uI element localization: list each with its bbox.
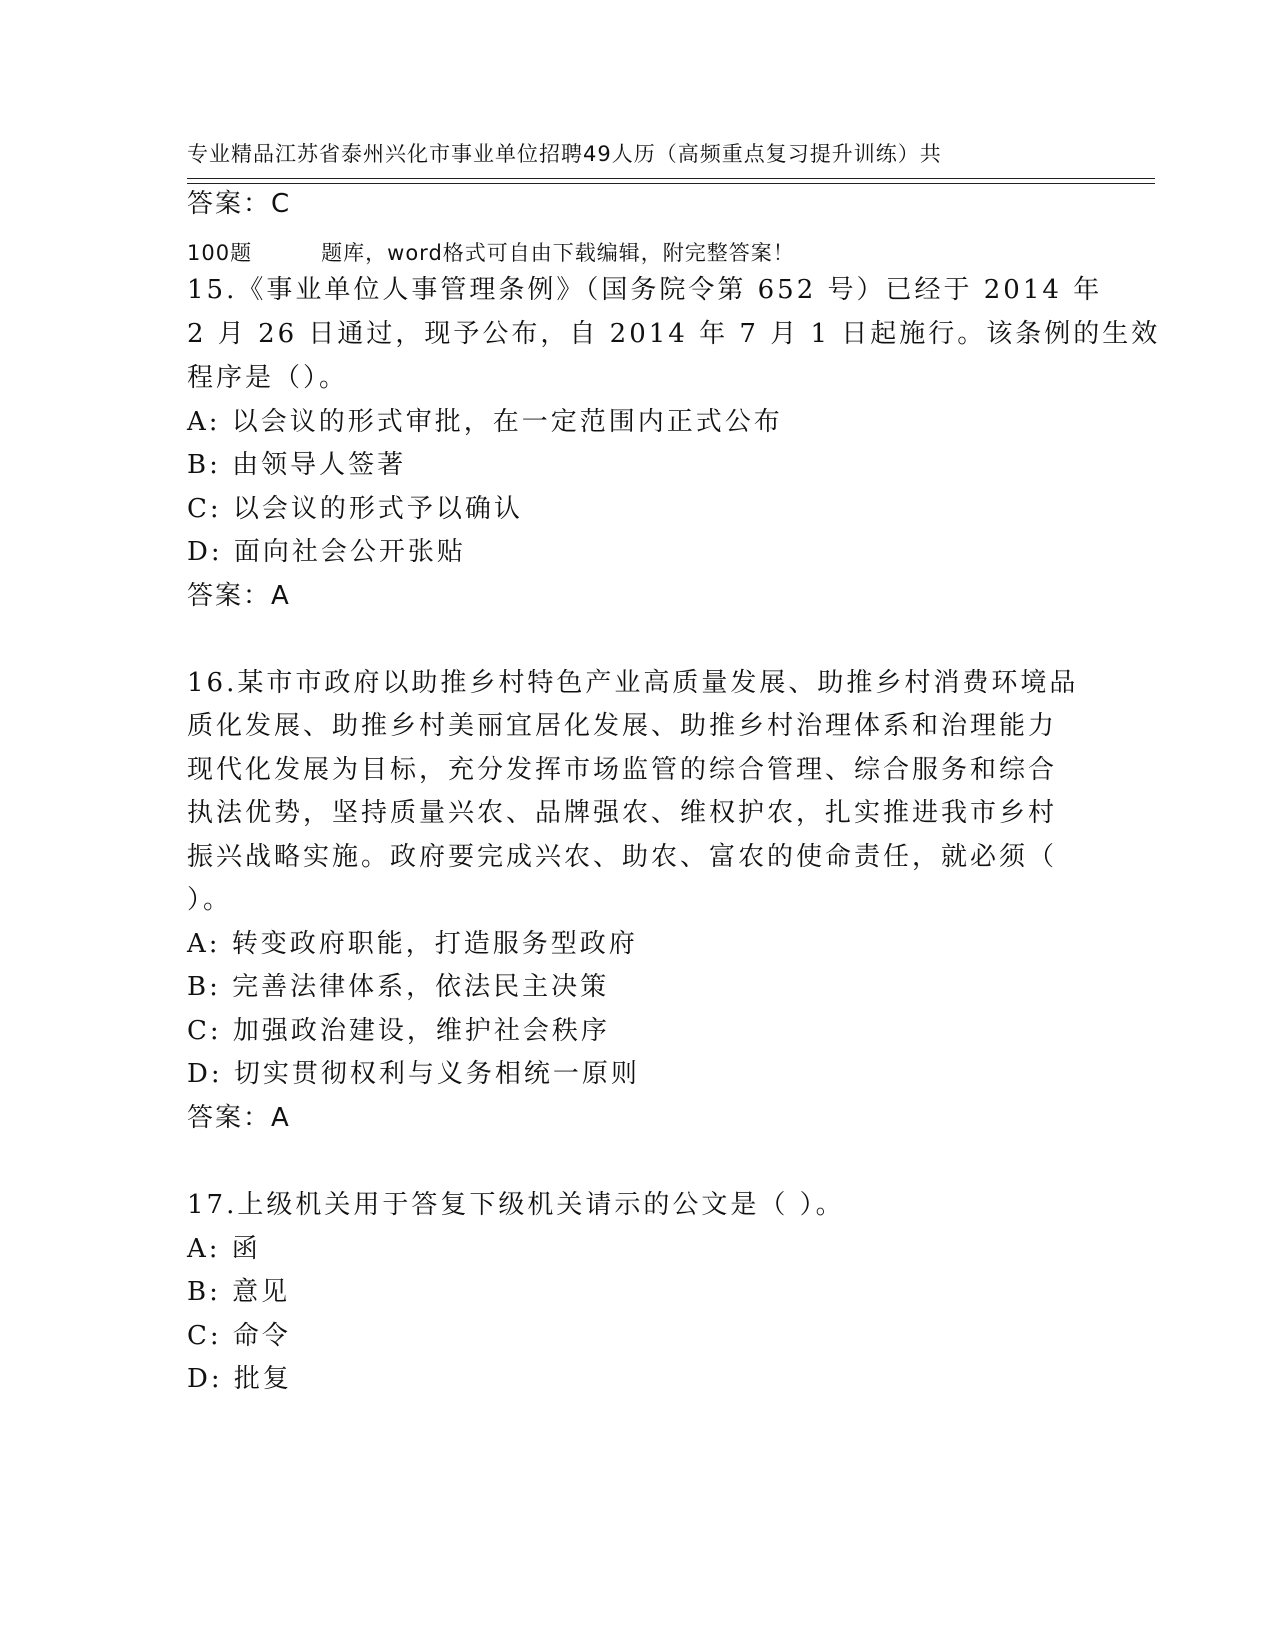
question-15-stem-line-1: 15.《事业单位人事管理条例》（国务院令第 652 号）已经于 2014 年 bbox=[187, 275, 1103, 305]
question-16-option-b: B: 完善法律体系，依法民主决策 bbox=[187, 972, 610, 1002]
previous-answer: 答案：C bbox=[187, 189, 292, 219]
question-16-stem-line-5: 振兴战略实施。政府要完成兴农、助农、富农的使命责任，就必须（ bbox=[187, 842, 1058, 872]
question-16-option-a: A: 转变政府职能，打造服务型政府 bbox=[187, 929, 638, 959]
question-16-option-c: C: 加强政治建设，维护社会秩序 bbox=[187, 1016, 610, 1046]
question-15-option-d: D: 面向社会公开张贴 bbox=[187, 537, 466, 567]
question-16-stem-line-2: 质化发展、助推乡村美丽宜居化发展、助推乡村治理体系和治理能力 bbox=[187, 711, 1058, 741]
question-17-option-c: C: 命令 bbox=[187, 1321, 291, 1351]
question-17-option-a: A: 函 bbox=[187, 1234, 261, 1264]
question-17-option-b: B: 意见 bbox=[187, 1277, 291, 1307]
question-16-stem-line-4: 执法优势，坚持质量兴农、品牌强农、维权护农，扎实推进我市乡村 bbox=[187, 798, 1058, 828]
question-15-option-b: B: 由领导人签著 bbox=[187, 450, 407, 480]
header-divider-bottom bbox=[187, 183, 1155, 184]
header-divider-top bbox=[187, 178, 1155, 179]
document-header bbox=[187, 72, 1067, 303]
question-16-option-d: D: 切实贯彻权利与义务相统一原则 bbox=[187, 1059, 640, 1089]
question-15-stem-line-3: 程序是（）。 bbox=[187, 363, 349, 393]
header-title-line-2: 100题 题库，word格式可自由下载编辑，附完整答案！ bbox=[187, 241, 795, 265]
question-16-stem-line-3: 现代化发展为目标，充分发挥市场监管的综合管理、综合服务和综合 bbox=[187, 755, 1058, 785]
question-17-stem-line-1: 17.上级机关用于答复下级机关请示的公文是（ ）。 bbox=[187, 1190, 845, 1220]
question-16-answer: 答案：A bbox=[187, 1103, 291, 1133]
question-16-stem-line-1: 16.某市市政府以助推乡村特色产业高质量发展、助推乡村消费环境品 bbox=[187, 668, 1079, 698]
question-15-option-c: C: 以会议的形式予以确认 bbox=[187, 494, 523, 524]
question-15-answer: 答案：A bbox=[187, 581, 291, 611]
question-15-stem-line-2: 2 月 26 日通过，现予公布，自 2014 年 7 月 1 日起施行。该条例的生效 bbox=[187, 319, 1161, 349]
question-15-option-a: A: 以会议的形式审批，在一定范围内正式公布 bbox=[187, 407, 783, 437]
question-17-option-d: D: 批复 bbox=[187, 1364, 292, 1394]
header-title-line-1: 专业精品江苏省泰州兴化市事业单位招聘49人历（高频重点复习提升训练）共 bbox=[187, 142, 942, 166]
question-16-stem-line-6: ）。 bbox=[187, 885, 233, 915]
